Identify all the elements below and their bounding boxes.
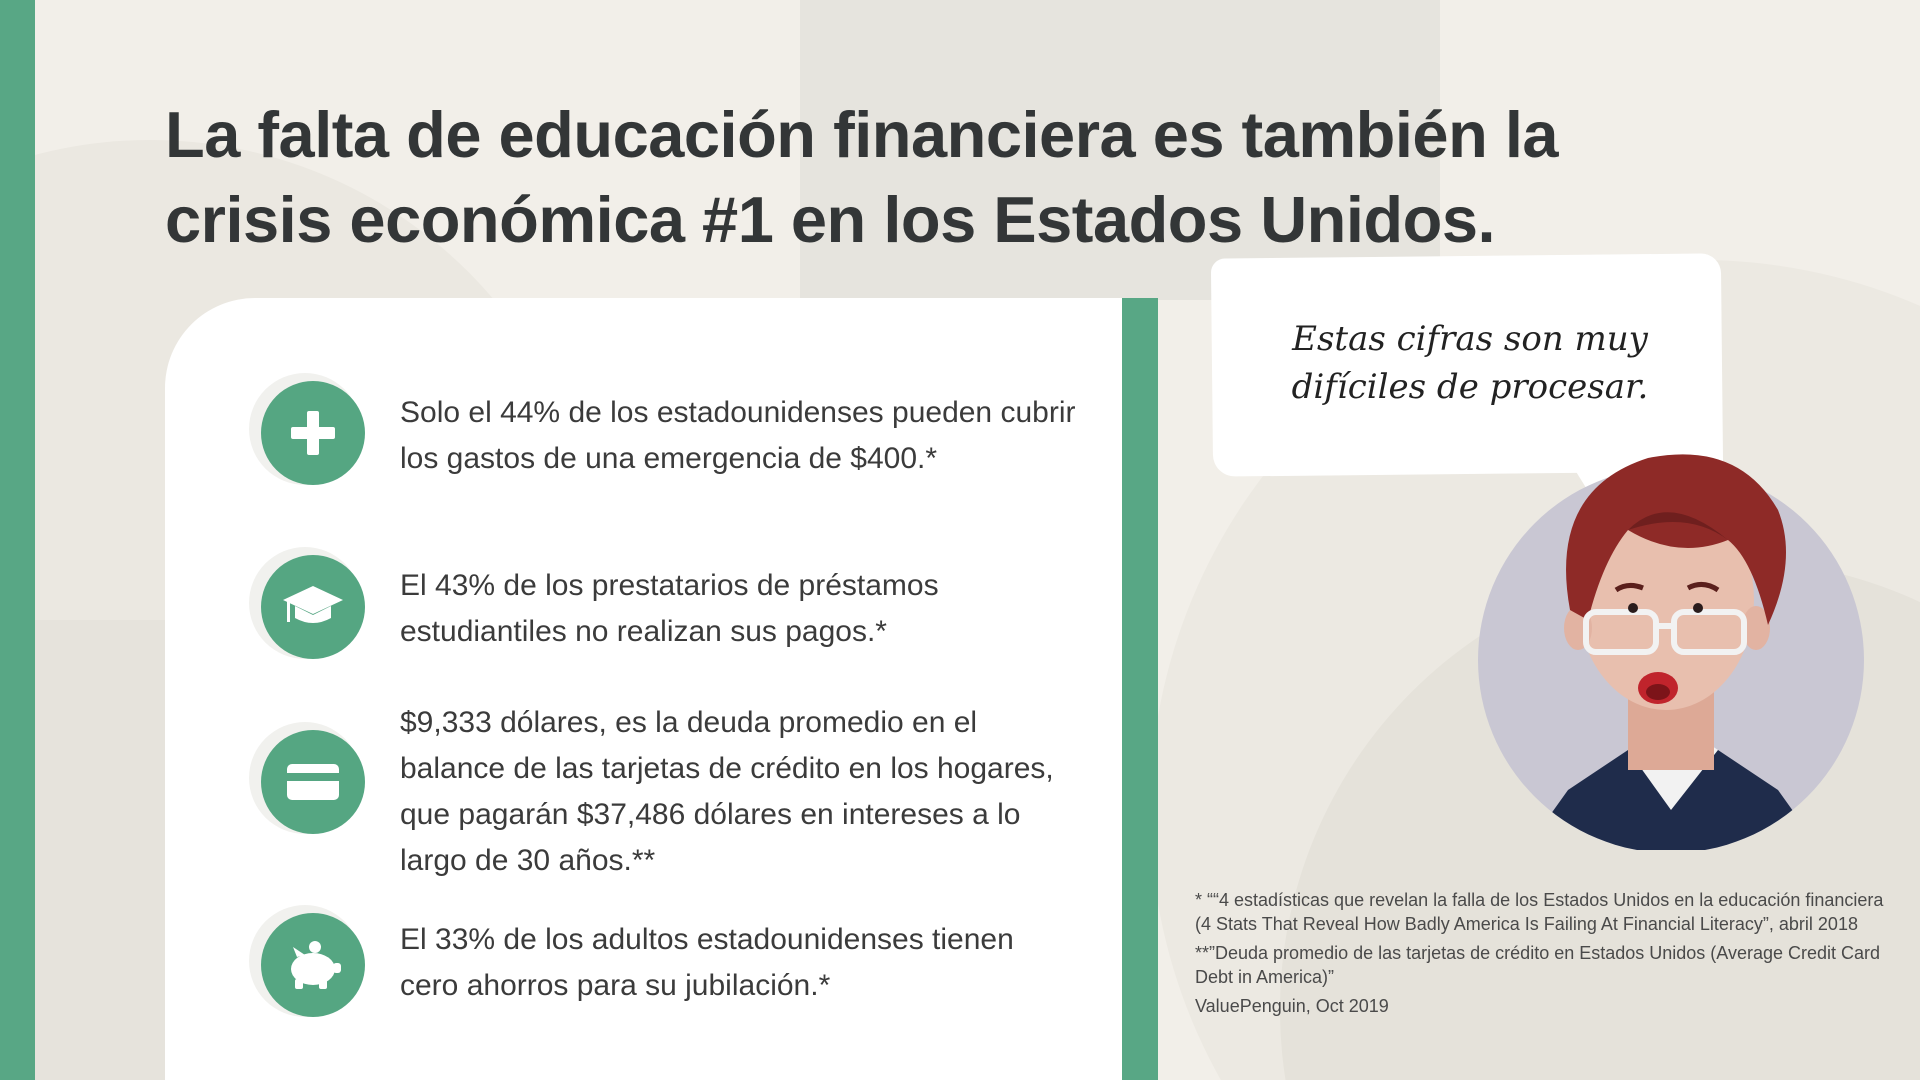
graduation-cap-icon — [261, 555, 365, 659]
surprised-woman-illustration — [1478, 450, 1864, 850]
left-accent-bar — [0, 0, 35, 1080]
footnote: * ““4 estadísticas que revelan la falla de los Estados Unidos en la educación financiera (4 Stats That Reveal How Badly America Is Failing At Financial Literacy”, abril 2018 — [1195, 890, 1884, 934]
footnote: **”Deuda promedio de las tarjetas de crédito en Estados Unidos (Average Credit Card Debt in America)” — [1195, 943, 1881, 987]
stat-text: $9,333 dólares, es la deuda promedio en el balance de las tarjetas de crédito en los hogares, que pagarán $37,486 dólares en intereses a lo largo de 30 años.** — [400, 706, 1054, 877]
credit-card-icon — [261, 730, 365, 834]
stat-text: Solo el 44% de los estadounidenses pueden cubrir los gastos de una emergencia de $400.* — [400, 396, 1076, 475]
card-accent-stripe — [1122, 298, 1158, 1080]
footnote-source: ValuePenguin, Oct 2019 — [1195, 996, 1389, 1016]
stat-text: El 33% de los adultos estadounidenses tienen cero ahorros para su jubilación.* — [400, 923, 1014, 1002]
footnotes — [1195, 888, 1885, 1023]
speech-bubble-text: Estas cifras son muy difíciles de procesar. — [1291, 319, 1649, 407]
page-title: La falta de educación financiera es también la crisis económica #1 en los Estados Unidos. — [165, 98, 1559, 256]
stats-card — [165, 298, 1122, 1080]
piggy-bank-icon — [261, 913, 365, 1017]
stat-text: El 43% de los prestatarios de préstamos estudiantiles no realizan sus pagos.* — [400, 569, 939, 648]
plus-icon — [261, 381, 365, 485]
